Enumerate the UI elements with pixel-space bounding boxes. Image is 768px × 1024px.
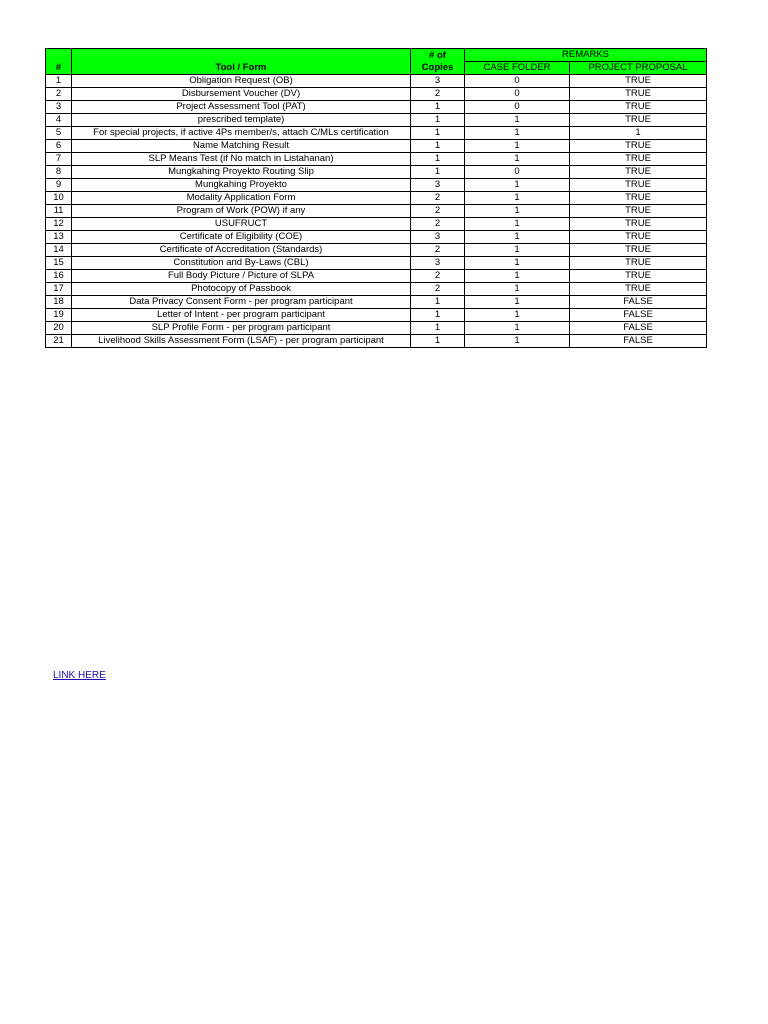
row-case-folder-cell: 1 xyxy=(465,270,570,283)
row-project-proposal-cell: TRUE xyxy=(570,231,707,244)
table-row xyxy=(46,244,707,257)
table-row xyxy=(46,179,707,192)
row-case-folder-cell: 1 xyxy=(465,296,570,309)
row-project-proposal-cell: TRUE xyxy=(570,244,707,257)
row-number-cell: 12 xyxy=(46,218,72,231)
row-copies-cell: 3 xyxy=(411,75,465,88)
row-copies-cell: 2 xyxy=(411,88,465,101)
row-tool-cell: Data Privacy Consent Form - per program participant xyxy=(72,296,411,309)
header-copies-line1: # of xyxy=(429,49,446,61)
table-row xyxy=(46,296,707,309)
table-row xyxy=(46,140,707,153)
row-copies-cell: 2 xyxy=(411,192,465,205)
row-case-folder-cell: 0 xyxy=(465,88,570,101)
row-project-proposal-cell: 1 xyxy=(570,127,707,140)
table-row xyxy=(46,153,707,166)
row-project-proposal-cell: TRUE xyxy=(570,205,707,218)
row-number-cell: 20 xyxy=(46,322,72,335)
row-project-proposal-cell: TRUE xyxy=(570,101,707,114)
row-copies-cell: 2 xyxy=(411,218,465,231)
row-project-proposal-cell: TRUE xyxy=(570,270,707,283)
row-project-proposal-cell: TRUE xyxy=(570,75,707,88)
row-project-proposal-cell: FALSE xyxy=(570,335,707,348)
row-copies-cell: 1 xyxy=(411,140,465,153)
row-number-cell: 8 xyxy=(46,166,72,179)
row-case-folder-cell: 1 xyxy=(465,335,570,348)
header-remarks: REMARKS xyxy=(465,49,707,62)
row-number-cell: 10 xyxy=(46,192,72,205)
row-tool-cell: prescribed template) xyxy=(72,114,411,127)
table-row xyxy=(46,166,707,179)
row-case-folder-cell: 1 xyxy=(465,153,570,166)
row-number-cell: 7 xyxy=(46,153,72,166)
row-tool-cell: Certificate of Accreditation (Standards) xyxy=(72,244,411,257)
row-project-proposal-cell: TRUE xyxy=(570,114,707,127)
row-number-cell: 13 xyxy=(46,231,72,244)
row-number-cell: 9 xyxy=(46,179,72,192)
row-case-folder-cell: 1 xyxy=(465,127,570,140)
row-tool-cell: Certificate of Eligibility (COE) xyxy=(72,231,411,244)
row-project-proposal-cell: FALSE xyxy=(570,296,707,309)
row-project-proposal-cell: FALSE xyxy=(570,309,707,322)
row-tool-cell: Project Assessment Tool (PAT) xyxy=(72,101,411,114)
row-case-folder-cell: 1 xyxy=(465,257,570,270)
row-number-cell: 11 xyxy=(46,205,72,218)
row-project-proposal-cell: TRUE xyxy=(570,257,707,270)
table-row xyxy=(46,270,707,283)
table-body xyxy=(46,75,707,348)
row-copies-cell: 3 xyxy=(411,257,465,270)
row-number-cell: 1 xyxy=(46,75,72,88)
table-row xyxy=(46,75,707,88)
row-copies-cell: 2 xyxy=(411,205,465,218)
row-project-proposal-cell: FALSE xyxy=(570,322,707,335)
table-row xyxy=(46,322,707,335)
row-copies-cell: 1 xyxy=(411,296,465,309)
row-case-folder-cell: 1 xyxy=(465,244,570,257)
row-copies-cell: 1 xyxy=(411,309,465,322)
header-tool-form: Tool / Form xyxy=(72,49,411,75)
row-tool-cell: SLP Means Test (if No match in Listahanan) xyxy=(72,153,411,166)
row-tool-cell: Livelihood Skills Assessment Form (LSAF) - per program participant xyxy=(72,335,411,348)
row-tool-cell: For special projects, if active 4Ps member/s, attach C/MLs certification xyxy=(72,127,411,140)
row-case-folder-cell: 0 xyxy=(465,166,570,179)
row-tool-cell: Full Body Picture / Picture of SLPA xyxy=(72,270,411,283)
row-case-folder-cell: 1 xyxy=(465,309,570,322)
row-tool-cell: Program of Work (POW) if any xyxy=(72,205,411,218)
link-here[interactable]: LINK HERE xyxy=(53,670,106,681)
row-project-proposal-cell: TRUE xyxy=(570,192,707,205)
row-copies-cell: 2 xyxy=(411,270,465,283)
row-number-cell: 17 xyxy=(46,283,72,296)
row-number-cell: 6 xyxy=(46,140,72,153)
row-copies-cell: 2 xyxy=(411,244,465,257)
header-row-top xyxy=(46,49,707,62)
row-case-folder-cell: 0 xyxy=(465,101,570,114)
row-number-cell: 14 xyxy=(46,244,72,257)
row-project-proposal-cell: TRUE xyxy=(570,140,707,153)
row-project-proposal-cell: TRUE xyxy=(570,218,707,231)
row-copies-cell: 1 xyxy=(411,101,465,114)
row-number-cell: 16 xyxy=(46,270,72,283)
table-row xyxy=(46,114,707,127)
row-copies-cell: 1 xyxy=(411,166,465,179)
row-copies-cell: 1 xyxy=(411,335,465,348)
row-project-proposal-cell: TRUE xyxy=(570,283,707,296)
row-tool-cell: Constitution and By-Laws (CBL) xyxy=(72,257,411,270)
row-copies-cell: 1 xyxy=(411,322,465,335)
row-number-cell: 5 xyxy=(46,127,72,140)
row-tool-cell: Photocopy of Passbook xyxy=(72,283,411,296)
row-case-folder-cell: 1 xyxy=(465,322,570,335)
row-tool-cell: SLP Profile Form - per program participant xyxy=(72,322,411,335)
table-row xyxy=(46,283,707,296)
row-tool-cell: Mungkahing Proyekto xyxy=(72,179,411,192)
header-number: # xyxy=(46,49,72,75)
row-tool-cell: Obligation Request (OB) xyxy=(72,75,411,88)
row-copies-cell: 1 xyxy=(411,114,465,127)
row-case-folder-cell: 1 xyxy=(465,231,570,244)
header-copies xyxy=(411,49,465,75)
row-copies-cell: 1 xyxy=(411,127,465,140)
row-project-proposal-cell: TRUE xyxy=(570,88,707,101)
row-case-folder-cell: 1 xyxy=(465,179,570,192)
row-tool-cell: Disbursement Voucher (DV) xyxy=(72,88,411,101)
row-case-folder-cell: 1 xyxy=(465,114,570,127)
row-tool-cell: USUFRUCT xyxy=(72,218,411,231)
row-copies-cell: 3 xyxy=(411,179,465,192)
row-case-folder-cell: 1 xyxy=(465,140,570,153)
requirements-table xyxy=(45,48,707,348)
table-row xyxy=(46,192,707,205)
header-copies-line2: Copies xyxy=(421,61,454,73)
row-number-cell: 18 xyxy=(46,296,72,309)
row-case-folder-cell: 1 xyxy=(465,205,570,218)
row-tool-cell: Mungkahing Proyekto Routing Slip xyxy=(72,166,411,179)
row-number-cell: 19 xyxy=(46,309,72,322)
row-copies-cell: 3 xyxy=(411,231,465,244)
table-row xyxy=(46,335,707,348)
row-copies-cell: 2 xyxy=(411,283,465,296)
table-row xyxy=(46,101,707,114)
row-case-folder-cell: 1 xyxy=(465,192,570,205)
header-project-proposal: PROJECT PROPOSAL xyxy=(570,62,707,75)
table-row xyxy=(46,309,707,322)
row-case-folder-cell: 1 xyxy=(465,218,570,231)
row-copies-cell: 1 xyxy=(411,153,465,166)
row-case-folder-cell: 1 xyxy=(465,283,570,296)
row-number-cell: 21 xyxy=(46,335,72,348)
row-tool-cell: Name Matching Result xyxy=(72,140,411,153)
row-tool-cell: Letter of Intent - per program participant xyxy=(72,309,411,322)
row-tool-cell: Modality Application Form xyxy=(72,192,411,205)
table-row xyxy=(46,88,707,101)
row-project-proposal-cell: TRUE xyxy=(570,166,707,179)
row-number-cell: 15 xyxy=(46,257,72,270)
row-number-cell: 3 xyxy=(46,101,72,114)
row-project-proposal-cell: TRUE xyxy=(570,153,707,166)
table-row xyxy=(46,205,707,218)
table-row xyxy=(46,218,707,231)
row-number-cell: 4 xyxy=(46,114,72,127)
table-row xyxy=(46,257,707,270)
table-row xyxy=(46,127,707,140)
header-case-folder: CASE FOLDER xyxy=(465,62,570,75)
row-number-cell: 2 xyxy=(46,88,72,101)
row-project-proposal-cell: TRUE xyxy=(570,179,707,192)
row-case-folder-cell: 0 xyxy=(465,75,570,88)
table-row xyxy=(46,231,707,244)
